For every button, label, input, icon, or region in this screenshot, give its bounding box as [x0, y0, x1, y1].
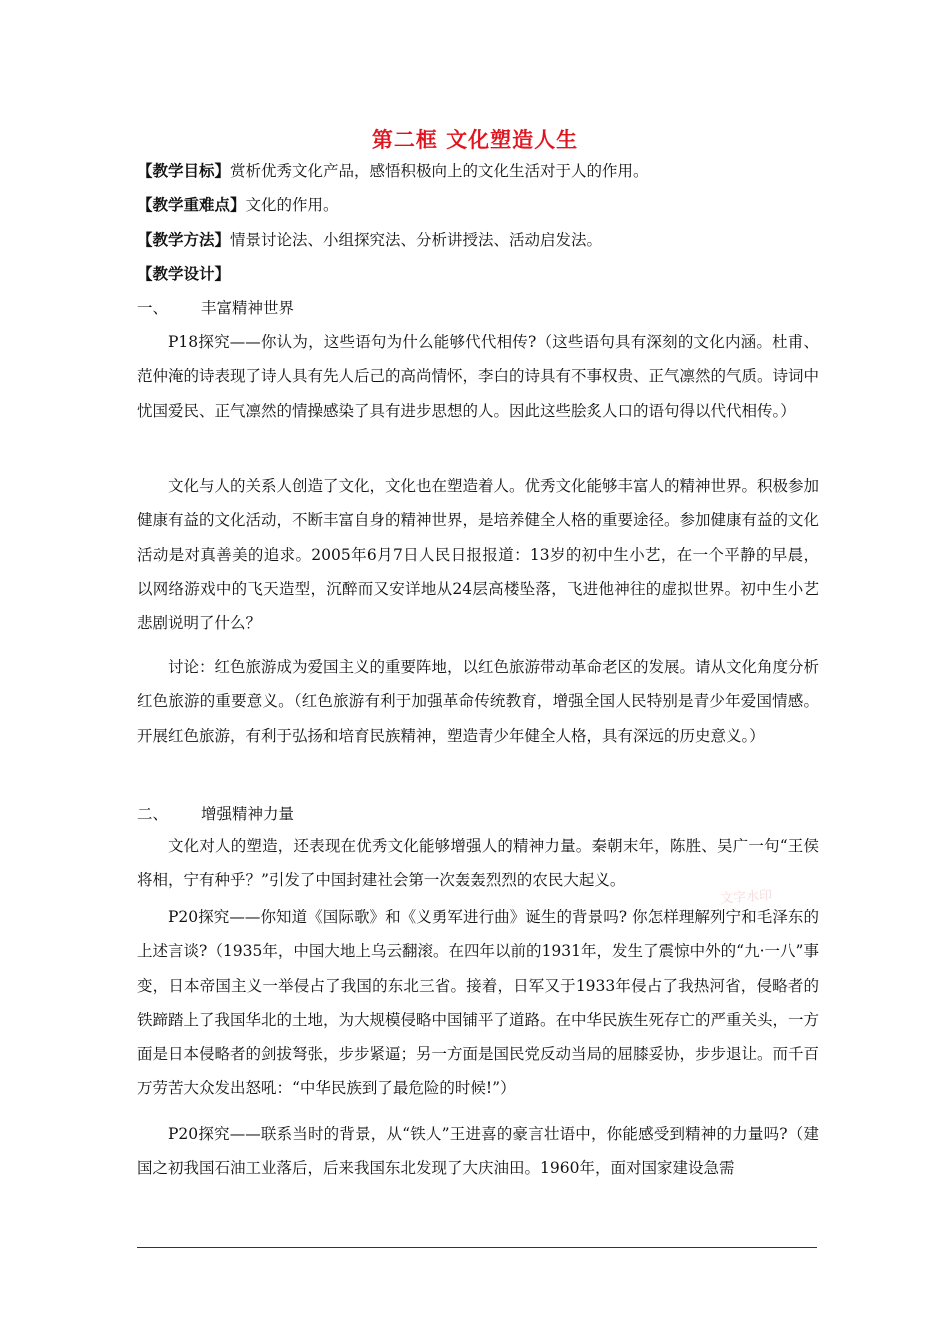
section-1-paragraph-3: 讨论：红色旅游成为爱国主义的重要阵地，以红色旅游带动革命老区的发展。请从文化角度分析红色旅游的重要意义。（红色旅游有利于加强革命传统教育，增强全国人民特别是青少年爱国情感。开展红色旅游，有利于弘扬和培育民族精神，塑造青少年健全人格，具有深远的历史意义。）	[137, 658, 820, 745]
section-1-paragraph-1: P18探究——你认为，这些语句为什么能够代代相传?（这些语句具有深刻的文化内涵。杜甫、范仲淹的诗表现了诗人具有先人后己的高尚情怀，李白的诗具有不事权贵、正气凛然的气质。诗词中忧国爱民、正气凛然的情操感染了具有进步思想的人。因此这些脍炙人口的语句得以代代相传。）	[137, 333, 820, 420]
section-2-paragraph-2: P20探究——你知道《国际歌》和《义勇军进行曲》诞生的背景吗? 你怎样理解列宁和毛泽东的上述言谈?（1935年，中国大地上乌云翻滚。在四年以前的1931年，发生了震惊中外的“九·一八”事变，日本帝国主义一举侵占了我国的东北三省。接着，日军又于1933年侵占了我热河省，侵略者的铁蹄踏上了我国华北的土地，为大规模侵略中国铺平了道路。在中华民族生死存亡的严重关头，一方面是日本侵略者的剑拔弩张，步步紧逼；另一方面是国民党反动当局的屈膝妥协，步步退让。而千百万劳苦大众发出怒吼：“中华民族到了最危险的时候!”）	[137, 908, 820, 1098]
teaching-key-label: 【教学重难点】	[137, 196, 246, 214]
teaching-goal	[137, 160, 817, 182]
section-2-number: 二、	[137, 805, 169, 823]
page-title: 第二框 文化塑造人生	[371, 128, 579, 152]
teaching-method-label: 【教学方法】	[137, 231, 231, 249]
teaching-goal-label: 【教学目标】	[137, 162, 231, 180]
teaching-design-label: 【教学设计】	[137, 265, 231, 283]
teaching-method-text: 情景讨论法、小组探究法、分析讲授法、活动启发法。	[230, 231, 603, 249]
section-1-title: 丰富精神世界	[201, 299, 295, 317]
teaching-key-points	[137, 194, 817, 216]
watermark-stamp: 文字水印	[719, 888, 773, 907]
section-1-paragraph-2: 文化与人的关系人创造了文化，文化也在塑造着人。优秀文化能够丰富人的精神世界。积极参加健康有益的文化活动，不断丰富自身的精神世界，是培养健全人格的重要途径。参加健康有益的文化活动是对真善美的追求。2005年6月7日人民日报报道：13岁的初中生小艺，在一个平静的早晨，以网络游戏中的飞天造型，沉醉而又安详地从24层高楼坠落，飞进他神往的虚拟世界。初中生小艺悲剧说明了什么？	[137, 477, 820, 633]
teaching-key-text: 文化的作用。	[245, 196, 339, 214]
section-2-paragraph-3: P20探究——联系当时的背景，从“铁人”王进喜的豪言壮语中，你能感受到精神的力量吗?（建国之初我国石油工业落后，后来我国东北发现了大庆油田。1960年，面对国家建设急需	[137, 1125, 819, 1178]
teaching-goal-text: 赏析优秀文化产品，感悟积极向上的文化生活对于人的作用。	[230, 162, 649, 180]
teaching-method	[137, 229, 817, 251]
section-2-title: 增强精神力量	[201, 805, 295, 823]
section-1-number: 一、	[137, 299, 169, 317]
section-2-paragraph-1: 文化对人的塑造，还表现在优秀文化能够增强人的精神力量。秦朝末年，陈胜、吴广一句“王侯将相，宁有种乎？”引发了中国封建社会第一次轰轰烈烈的农民大起义。	[137, 837, 819, 890]
section-2-heading	[137, 803, 817, 825]
section-1-heading	[137, 297, 817, 319]
footer-divider	[137, 1247, 817, 1248]
teaching-design	[137, 263, 817, 285]
